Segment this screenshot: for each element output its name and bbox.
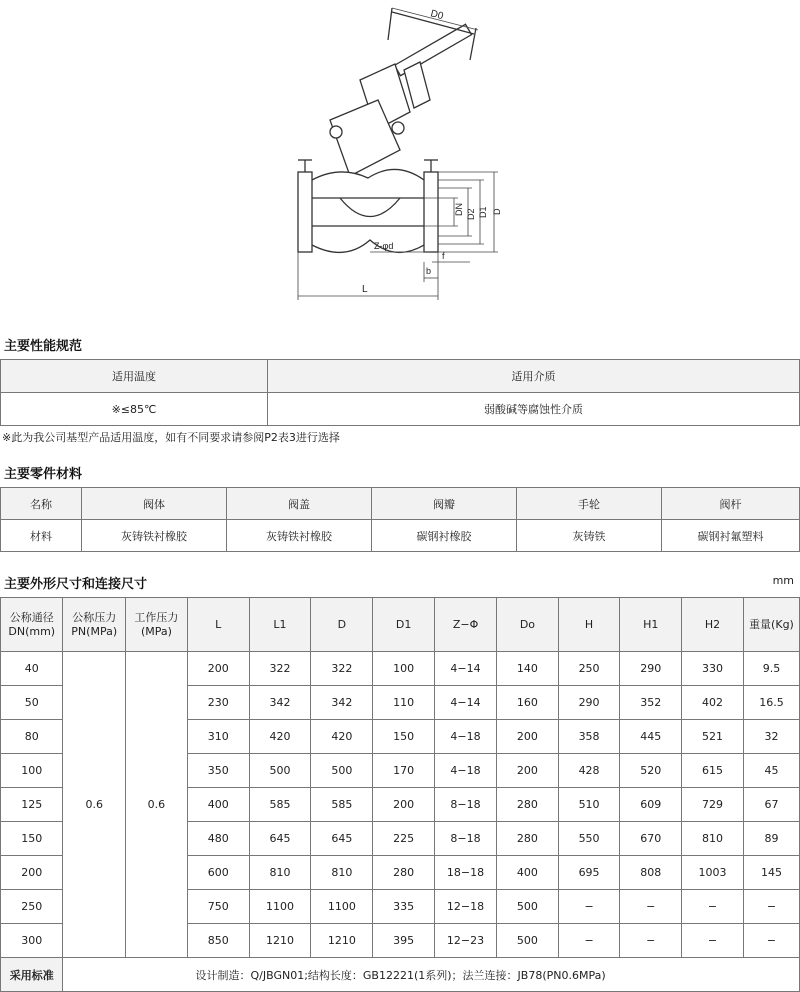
mat-header: 手轮 bbox=[517, 488, 662, 520]
table-cell: − bbox=[620, 890, 682, 924]
table-cell: 1100 bbox=[311, 890, 373, 924]
table-cell: 280 bbox=[373, 856, 435, 890]
table-cell: 1100 bbox=[249, 890, 311, 924]
table-cell: 32 bbox=[743, 720, 799, 754]
table-cell: 420 bbox=[311, 720, 373, 754]
table-cell: 200 bbox=[1, 856, 63, 890]
label-d1: D1 bbox=[478, 206, 488, 218]
spec-title: 主要性能规范 bbox=[4, 339, 83, 354]
table-cell: 200 bbox=[373, 788, 435, 822]
table-cell: 310 bbox=[187, 720, 249, 754]
table-cell: 400 bbox=[187, 788, 249, 822]
dim-header-9: H bbox=[558, 598, 620, 652]
table-cell: 500 bbox=[311, 754, 373, 788]
mat-header: 阀杆 bbox=[662, 488, 800, 520]
table-cell: 400 bbox=[497, 856, 559, 890]
label-d2: D2 bbox=[466, 208, 476, 220]
table-cell: 350 bbox=[187, 754, 249, 788]
mat-cell: 碳钢衬氟塑料 bbox=[662, 520, 800, 552]
table-cell: 200 bbox=[497, 720, 559, 754]
spec-temp-value: ※≤85℃ bbox=[1, 393, 268, 426]
table-cell: 750 bbox=[187, 890, 249, 924]
mat-cell: 灰铸铁衬橡胶 bbox=[82, 520, 227, 552]
mat-header: 阀瓣 bbox=[372, 488, 517, 520]
wp-cell: 0.6 bbox=[125, 652, 187, 958]
table-cell: 585 bbox=[249, 788, 311, 822]
table-cell: 4−18 bbox=[434, 754, 496, 788]
table-cell: 290 bbox=[620, 652, 682, 686]
mat-header: 阀盖 bbox=[227, 488, 372, 520]
dim-header-10: H1 bbox=[620, 598, 682, 652]
table-cell: 810 bbox=[249, 856, 311, 890]
spec-medium-value: 弱酸碱等腐蚀性介质 bbox=[268, 393, 800, 426]
dim-header-2: 工作压力 (MPa) bbox=[125, 598, 187, 652]
table-cell: 609 bbox=[620, 788, 682, 822]
dim-header-3: L bbox=[187, 598, 249, 652]
table-cell: 160 bbox=[497, 686, 559, 720]
table-cell: 615 bbox=[682, 754, 744, 788]
table-cell: 9.5 bbox=[743, 652, 799, 686]
table-cell: 420 bbox=[249, 720, 311, 754]
label-dn: DN bbox=[454, 203, 464, 216]
table-cell: 480 bbox=[187, 822, 249, 856]
table-cell: 1210 bbox=[311, 924, 373, 958]
dimensions-title: 主要外形尺寸和连接尺寸 bbox=[4, 577, 148, 592]
table-cell: − bbox=[743, 890, 799, 924]
table-cell: 808 bbox=[620, 856, 682, 890]
table-cell: 250 bbox=[558, 652, 620, 686]
table-cell: 4−18 bbox=[434, 720, 496, 754]
table-cell: − bbox=[558, 924, 620, 958]
table-cell: 280 bbox=[497, 788, 559, 822]
dim-header-11: H2 bbox=[682, 598, 744, 652]
table-cell: 500 bbox=[497, 890, 559, 924]
dim-header-6: D1 bbox=[373, 598, 435, 652]
table-cell: 140 bbox=[497, 652, 559, 686]
table-cell: 150 bbox=[373, 720, 435, 754]
label-zphi: Z-φd bbox=[374, 241, 394, 251]
pn-cell: 0.6 bbox=[63, 652, 125, 958]
table-cell: 342 bbox=[311, 686, 373, 720]
table-cell: 670 bbox=[620, 822, 682, 856]
table-cell: 4−14 bbox=[434, 652, 496, 686]
label-b: b bbox=[426, 266, 432, 276]
table-cell: 300 bbox=[1, 924, 63, 958]
table-cell: − bbox=[682, 924, 744, 958]
table-cell: 810 bbox=[682, 822, 744, 856]
table-cell: 322 bbox=[249, 652, 311, 686]
table-cell: 850 bbox=[187, 924, 249, 958]
materials-title: 主要零件材料 bbox=[4, 467, 83, 482]
dim-header-1: 公称压力 PN(MPa) bbox=[63, 598, 125, 652]
table-cell: 550 bbox=[558, 822, 620, 856]
table-cell: 342 bbox=[249, 686, 311, 720]
label-d: D bbox=[492, 208, 502, 215]
table-cell: 402 bbox=[682, 686, 744, 720]
table-cell: 170 bbox=[373, 754, 435, 788]
table-cell: 8−18 bbox=[434, 788, 496, 822]
label-d0: D0 bbox=[429, 8, 445, 23]
mat-cell: 碳钢衬橡胶 bbox=[372, 520, 517, 552]
table-cell: 445 bbox=[620, 720, 682, 754]
table-cell: 200 bbox=[497, 754, 559, 788]
table-cell: 1210 bbox=[249, 924, 311, 958]
table-cell: 510 bbox=[558, 788, 620, 822]
table-cell: 12−18 bbox=[434, 890, 496, 924]
table-cell: 125 bbox=[1, 788, 63, 822]
table-cell: 645 bbox=[311, 822, 373, 856]
table-cell: 600 bbox=[187, 856, 249, 890]
table-cell: 521 bbox=[682, 720, 744, 754]
dim-header-8: Do bbox=[497, 598, 559, 652]
table-cell: 729 bbox=[682, 788, 744, 822]
dim-header-4: L1 bbox=[249, 598, 311, 652]
table-cell: 585 bbox=[311, 788, 373, 822]
dim-header-12: 重量(Kg) bbox=[743, 598, 799, 652]
table-cell: 810 bbox=[311, 856, 373, 890]
mat-cell: 灰铸铁衬橡胶 bbox=[227, 520, 372, 552]
table-cell: 395 bbox=[373, 924, 435, 958]
spec-table bbox=[0, 359, 800, 426]
table-cell: 110 bbox=[373, 686, 435, 720]
table-cell: 250 bbox=[1, 890, 63, 924]
table-cell: 200 bbox=[187, 652, 249, 686]
dim-header-0: 公称通径 DN(mm) bbox=[1, 598, 63, 652]
table-cell: 330 bbox=[682, 652, 744, 686]
materials-table bbox=[0, 487, 800, 552]
dim-header-7: Z−Φ bbox=[434, 598, 496, 652]
table-cell: 520 bbox=[620, 754, 682, 788]
table-cell: 89 bbox=[743, 822, 799, 856]
table-cell: 80 bbox=[1, 720, 63, 754]
table-cell: − bbox=[620, 924, 682, 958]
table-cell: 225 bbox=[373, 822, 435, 856]
table-cell: 45 bbox=[743, 754, 799, 788]
label-f: f bbox=[442, 251, 445, 261]
table-cell: 290 bbox=[558, 686, 620, 720]
table-cell: 500 bbox=[249, 754, 311, 788]
table-cell: 352 bbox=[620, 686, 682, 720]
table-cell: 150 bbox=[1, 822, 63, 856]
table-cell: − bbox=[682, 890, 744, 924]
mat-cell: 灰铸铁 bbox=[517, 520, 662, 552]
table-row bbox=[1, 652, 800, 686]
spec-header-medium: 适用介质 bbox=[268, 360, 800, 393]
table-cell: 230 bbox=[187, 686, 249, 720]
table-cell: 322 bbox=[311, 652, 373, 686]
mat-header: 阀体 bbox=[82, 488, 227, 520]
table-cell: 500 bbox=[497, 924, 559, 958]
spec-header-temp: 适用温度 bbox=[1, 360, 268, 393]
table-cell: 358 bbox=[558, 720, 620, 754]
standard-text: 设计制造：Q/JBGN01;结构长度：GB12221(1系列)；法兰连接：JB78(PN0.6MPa) bbox=[63, 958, 800, 992]
table-cell: 4−14 bbox=[434, 686, 496, 720]
valve-drawing bbox=[0, 0, 800, 330]
table-cell: 695 bbox=[558, 856, 620, 890]
table-cell: 40 bbox=[1, 652, 63, 686]
table-cell: 145 bbox=[743, 856, 799, 890]
table-cell: 8−18 bbox=[434, 822, 496, 856]
table-cell: 16.5 bbox=[743, 686, 799, 720]
table-cell: 50 bbox=[1, 686, 63, 720]
table-cell: 12−23 bbox=[434, 924, 496, 958]
mat-header: 名称 bbox=[1, 488, 82, 520]
unit-label: mm bbox=[772, 574, 794, 587]
table-cell: 645 bbox=[249, 822, 311, 856]
table-cell: 1003 bbox=[682, 856, 744, 890]
table-cell: 335 bbox=[373, 890, 435, 924]
mat-cell: 材料 bbox=[1, 520, 82, 552]
table-cell: 280 bbox=[497, 822, 559, 856]
label-l: L bbox=[362, 284, 368, 295]
table-cell: 100 bbox=[1, 754, 63, 788]
spec-note: ※此为我公司基型产品适用温度，如有不同要求请参阅P2表3进行选择 bbox=[2, 431, 340, 444]
table-cell: 428 bbox=[558, 754, 620, 788]
standard-label: 采用标准 bbox=[1, 958, 63, 992]
table-cell: 18−18 bbox=[434, 856, 496, 890]
table-cell: 100 bbox=[373, 652, 435, 686]
dimensions-table bbox=[0, 597, 800, 992]
dim-header-5: D bbox=[311, 598, 373, 652]
table-cell: − bbox=[558, 890, 620, 924]
table-cell: 67 bbox=[743, 788, 799, 822]
table-cell: − bbox=[743, 924, 799, 958]
